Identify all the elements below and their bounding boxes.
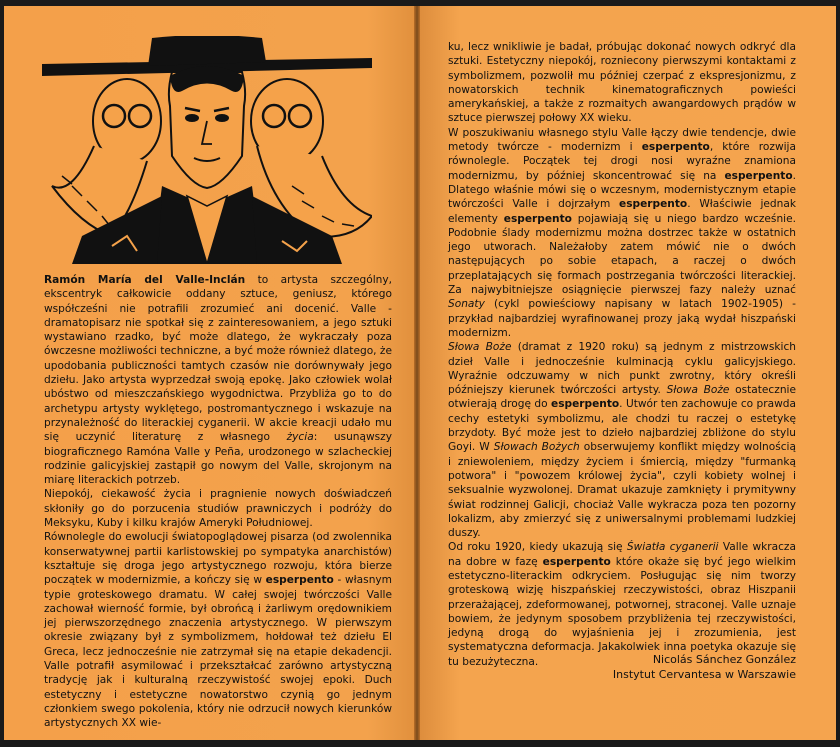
right-paragraph-3: Słowa Boże (dramat z 1920 roku) są jednym z mistrzowskich dzieł Valle i jednocześnie kulminacją cyklu galicyjskiego. Wyraźnie odczuwamy w nich punkt zwrotny, który określi późniejszy kierunek twórczości artysty. Słowa Boże ostatecznie otwierają drogę do esperpento. Utwór ten zachowuje co prawda cechy estetyki symbolizmu, ale chodzi tu raczej o estetykę brzydoty. Być może jest to dzieło najbardziej zbliżone do stylu Goyi. W Słowach Bożych obserwujemy konflikt między wolnością i zniewoleniem, między życiem i śmiercią, między "furmanką potwora" i "powozem królowej życia", czyli kobiety wolnej i seksualnie wyzwolonej. Dramat ukazuje zamknięty i prymitywny świat rodzinnej Galicji, chociaż Valle wykracza poza ten pozorny lokalizm, aby zmierzyć się z uniwersalnymi problemami ludzkiej duszy. [448,341,797,540]
left-paragraph-3: Równolegle do ewolucji światopoglądowej pisarza (od zwolennika konserwatywnej partii karlistowskiej po sympatyka anarchistów) kształtuje się droga jego artystycznego rozwoju, która bierze początek w modernizmie, a kończy się w esperpento - własnym typie groteskowego dramatu. W całej swojej twórczości Valle zachował wierność formie, był obrońcą i żarliwym orędownikiem jej pierwszorzędnego znaczenia artystycznego. W pierwszym okresie związany był z symbolizmem, hołdował też dziełu El Greca, lecz jednocześnie nie zatrzymał się na etapie dekadencji. Valle potrafił asymilować i przekształcać zarówno artystyczną tradycję jak i kulturalną rzeczywistość swojej epoki. Duch estetyczny i estetyczne nowatorstwo czynią go jednym członkiem swego pokolenia, który nie odrzucił nowych kierunków artystycznych XX wie- [44,531,392,730]
signature-organization: Instytut Cervantesa w Warszawie [612,668,796,681]
left-page-text [44,273,392,731]
left-paragraph-1: Ramón María del Valle-Inclán to artysta szczególny, ekscentryk całkowicie oddany sztuce, geniusz, którego współcześni nie potrafili zrozumieć ani docenić. Valle - dramatopisarz nie spotkał się z zainteresowaniem, a jego sztuki wystawiano rzadko, być może dlatego, że wykraczały poza ówczesne możliwości techniczne, a być może również dlatego, że upodobania publiczności tamtych czasów nie dorównywały jego dziełu. Jako artysta wyprzedzał swoją epokę. Jako człowiek wolał ubóstwo od mieszczańskiego wygodnictwa. Przybliża go to do archetypu artysty wyklętego, postromantycznego i wskazuje na przynależność do literackiej cyganerii. W akcie kreacji udało mu się uczynić literaturę z własnego życia: usunąwszy biograficznego Ramóna Valle y Peña, urodzonego w szlacheckiej rodzinie galicyjskiej zastąpił go nowym del Valle, skrojonym na miarę literackich potrzeb. [44,274,393,487]
right-paragraph-4: Od roku 1920, kiedy ukazują się Światła cyganerii Valle wkracza na dobre w fazę esperpento które okaże się być jego wielkim estetyczno-literackim odkryciem. Posługując się nim tworzy groteskową wizję hiszpańskiej rzeczywistości, obraz Hiszpanii przerażającej, zdeformowanej, potwornej, straconej. Valle uznaje bowiem, że jedynym sposobem przybliżenia tej rzeczywistości, jedyną drogą do wyjaśnienia jej i zrozumienia, jest systematyczna deformacja. Jakakolwiek inna poetyka okazuje się tu bezużyteczna. [448,541,796,668]
right-page-text [448,40,796,669]
book-gutter [414,6,420,740]
left-paragraph-2: Niepokój, ciekawość życia i pragnienie nowych doświadczeń skłoniły go do porzucenia studiów prawniczych i podróży do Meksyku, Kuby i kilku krajów Ameryki Południowej. [44,488,392,530]
right-paragraph-2: W poszukiwaniu własnego stylu Valle łączy dwie tendencje, dwie metody twórcze - modernizm i esperpento, które rozwija równolegle. Początek tej drogi nosi wyraźne znamiona modernizmu, by później skoncentrować się na esperpento. Dlatego właśnie mówi się o wczesnym, modernistycznym etapie twórczości Valle i dojrzałym esperpento. Właściwie jednak elementy esperpento pojawiają się u niego bardzo wcześnie. Podobnie ślady modernizmu można dostrzec także w ostatnich jego utworach. Należałoby zatem mówić nie o dwóch następujących po sobie etapach, a raczej o dwóch przeplatających się formach postrzegania twórczości literackiej. Za najwybitniejsze osiągnięcie pierwszej fazy należy uznać Sonaty (cykl powieściowy napisany w latach 1902-1905) - przykład najbardziej wyrafinowanej prozy jaką wydał hiszpański modernizm. [448,126,796,339]
author-name: Ramón María del Valle-Inclán [44,274,246,286]
right-paragraph-1: ku, lecz wnikliwie je badał, próbując dokonać nowych odkryć dla sztuki. Estetyczny niepokój, rozniecony pierwszymi kontaktami z symbolizmem, pozwolił mu później czerpać z ekspresjonizmu, z nowatorskich technik kinematograficznych powieści amerykańskiej, a także z rozmaitych awangardowych prądów w sztuce pierwszej połowy XX wieku. [448,41,796,125]
signature-name: Nicolás Sánchez González [652,653,796,666]
signature [613,652,796,682]
caricature-illustration [42,36,372,264]
